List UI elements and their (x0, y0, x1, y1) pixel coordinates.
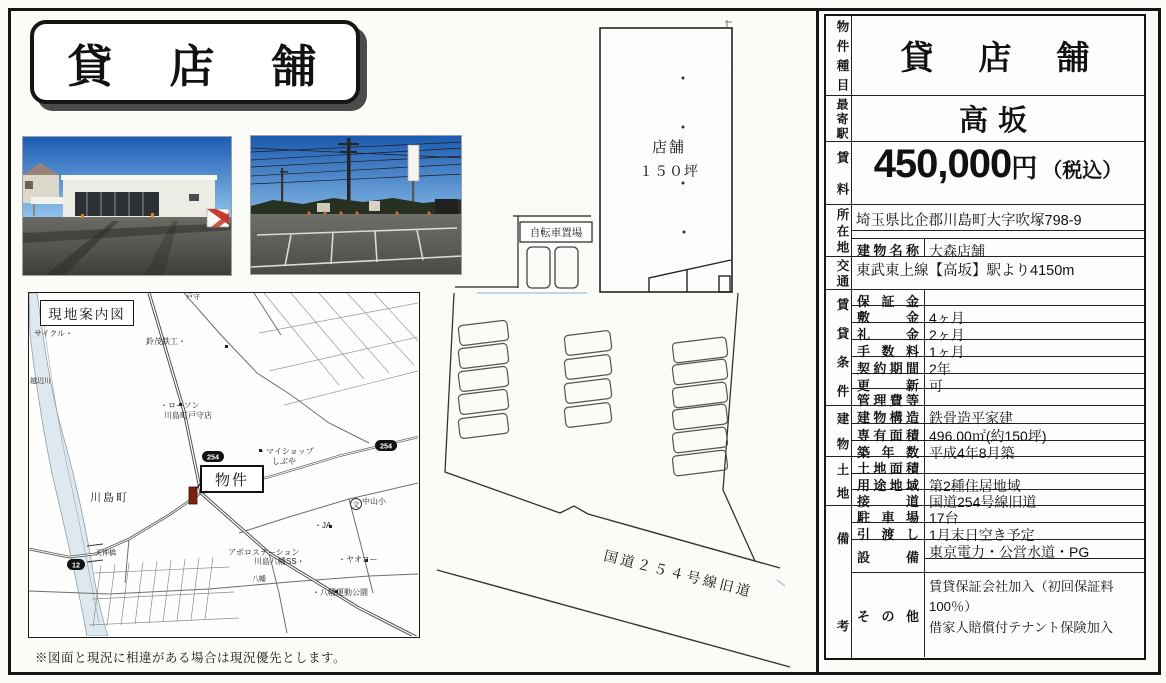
map-label-tomori: 戸守 (186, 294, 200, 301)
label-contract-period: 契約期間 (852, 357, 925, 373)
bicycle-label: 自転車置場 (529, 227, 583, 239)
equipment-value: 東京電力・公営水道・PG (929, 544, 1090, 560)
building-outline (600, 28, 732, 292)
handover-value: 1月末日空き予定 (929, 527, 1035, 543)
section-lease-terms (826, 290, 1144, 406)
other-values (925, 573, 1144, 657)
label-remarks: 備考 (826, 506, 852, 658)
map-label-lawson: ・ローソン (160, 401, 200, 410)
reikin-value: 2ヶ月 (929, 327, 965, 343)
road-label: 国道２５４号線旧道 (602, 547, 755, 600)
label-land-area: 土地面積 (852, 457, 925, 473)
map-label-apollo: アポロステーション (228, 548, 300, 557)
label-equipment: 設備 (852, 540, 925, 572)
structure-value: 鉄骨造平家建 (929, 410, 1013, 426)
property-type-value: 貸 店 舗 (900, 39, 1096, 76)
footnote: ※図面と現況に相違がある場合は現況優先とします。 (35, 651, 347, 665)
shop-area-label: １５０坪 (639, 163, 699, 179)
label-management-fee: 管理費等 (852, 389, 925, 405)
shikikin-value: 4ヶ月 (929, 310, 965, 326)
rent-unit: 円 (1011, 153, 1038, 183)
map-label-school: 中山小 (362, 497, 386, 506)
photo-building-art (23, 137, 232, 276)
label-fee: 手数料 (852, 340, 925, 356)
deposit-guarantee-value (925, 290, 1144, 305)
main-title: 貸 店 舗 (67, 40, 323, 92)
renewal-value: 可 (929, 378, 943, 394)
zoning-value: 第2種住居地域 (929, 478, 1021, 494)
section-building (826, 406, 1144, 461)
section-remarks (826, 506, 1144, 658)
school-symbol: 文 (352, 501, 360, 509)
other-line-1: 賃貸保証会社加入（初回保証料100％） (929, 579, 1114, 615)
address-empty-row (852, 231, 1144, 239)
map-label-ja: ・JA (314, 521, 332, 530)
section-access (826, 257, 1144, 290)
contract-period-value: 2年 (929, 361, 951, 377)
land-area-value (925, 457, 1144, 473)
label-built-year: 築年数 (852, 441, 925, 456)
photo-building-exterior (22, 136, 232, 276)
route-badge-12: 12 (72, 560, 80, 570)
building-name-value: 大森店舗 (929, 243, 985, 259)
station-value: 高坂 (958, 105, 1037, 137)
map-label-cycle: サイクル・ (34, 329, 74, 338)
label-handover: 引渡し (852, 523, 925, 539)
property-spec-table (824, 14, 1146, 660)
map-label-shibuya: しぶや (272, 457, 296, 466)
label-renewal: 更新 (852, 374, 925, 388)
address-value: 埼玉県比企郡川島町大字吹塚798-9 (856, 213, 1082, 229)
map-title: 現地案内図 (48, 307, 126, 322)
section-rent (826, 142, 1144, 205)
access-value: 東武東上線【高坂】駅より4150m (856, 263, 1075, 279)
label-station: 最寄駅 (826, 96, 852, 141)
parking-value: 17台 (929, 510, 959, 526)
built-year-value: 平成4年8月築 (929, 445, 1015, 461)
route-badge-254a: 254 (207, 452, 219, 462)
rent-tax-note: （税込） (1042, 160, 1123, 182)
map-label-tekko: 鈴茂鉄工・ (146, 337, 186, 346)
map-title-box (40, 300, 134, 326)
map-label-hachiman: 八幡 (252, 576, 266, 583)
section-land (826, 457, 1144, 510)
section-property-type (826, 16, 1144, 96)
map-label-lawson2: 川島町戸守店 (164, 411, 212, 420)
floor-area-value: 496.00㎡(約150坪) (929, 428, 1047, 444)
map-label-river: 越辺川 (30, 378, 51, 385)
road-access-value: 国道254号線旧道 (929, 494, 1037, 510)
map-label-park: ・八幡運動公園 (312, 588, 368, 597)
map-label-yaoko: ・ヤオコー (338, 555, 378, 564)
label-structure: 建物構造 (852, 406, 925, 423)
route-badge-254b: 254 (380, 441, 392, 451)
label-other: その他 (852, 573, 925, 657)
label-property-type: 物件種目 (826, 16, 852, 95)
property-callout-box (200, 465, 264, 493)
parking-stalls (458, 320, 728, 476)
other-line-2: 借家人賠償付テナント保険加入 (929, 619, 1113, 635)
label-land: 土地 (826, 457, 852, 505)
section-station (826, 96, 1144, 142)
main-title-box (30, 20, 360, 104)
map-label-bridge: 天神橋 (95, 550, 116, 557)
map-label-ss: 川島八幡SS・ (254, 557, 305, 566)
rent-amount: 450,000 (873, 142, 1012, 186)
property-marker (189, 487, 197, 504)
property-callout-label: 物件 (214, 471, 249, 489)
label-building: 建物 (826, 406, 852, 456)
label-lease-terms: 賃貸条件 (826, 290, 852, 405)
floor-plan (425, 8, 817, 675)
label-floor-area: 専有面積 (852, 424, 925, 440)
label-shikikin: 敷金 (852, 306, 925, 322)
shop-label: 店舗 (651, 139, 687, 156)
management-fee-value (925, 389, 1144, 405)
label-deposit-guarantee: 保証金 (852, 290, 925, 305)
equipment-empty-row (925, 559, 1144, 572)
label-location: 所在地 (826, 205, 852, 256)
label-building-name: 建物名称 (852, 239, 925, 256)
label-access: 交通 (826, 257, 852, 289)
fee-value: 1ヶ月 (929, 344, 965, 360)
label-zoning: 用途地域 (852, 474, 925, 489)
section-location (826, 205, 1144, 257)
rent-value (852, 142, 1144, 204)
map-label-myshop: ・マイショップ (258, 447, 314, 456)
label-parking: 駐車場 (852, 506, 925, 522)
label-rent: 賃料 (826, 142, 852, 204)
map-label-kawajima: 川島町 (90, 492, 129, 504)
label-road-access: 接道 (852, 490, 925, 505)
label-reikin: 礼金 (852, 323, 925, 339)
